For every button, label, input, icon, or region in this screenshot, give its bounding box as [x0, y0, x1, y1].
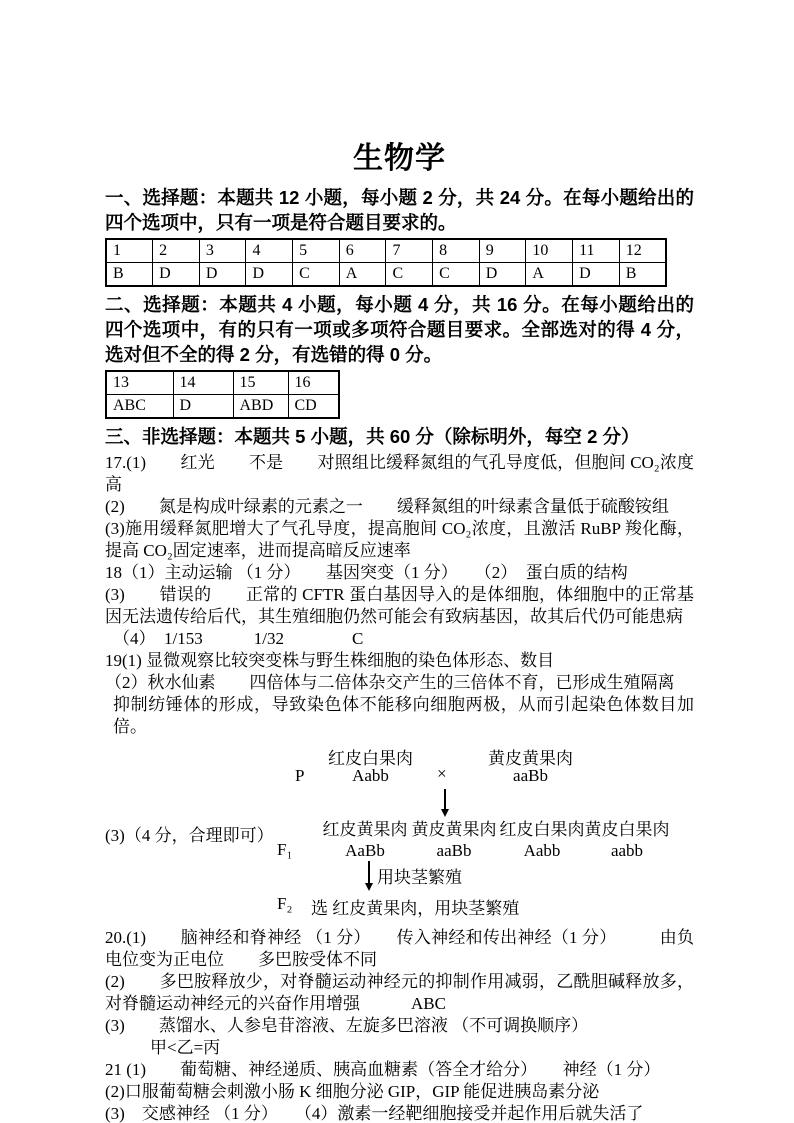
question-number-cell: 4	[246, 239, 293, 263]
question-number-cell: 13	[106, 371, 173, 395]
answer-cell: ABC	[106, 395, 173, 419]
question-number-cell: 1	[106, 239, 153, 263]
answer-cell: B	[106, 263, 153, 287]
answer-cell: D	[199, 263, 246, 287]
parent1-phenotype: 红皮白果肉	[328, 749, 413, 768]
question-number-cell: 11	[573, 239, 620, 263]
answer-line-q21-2: (2)口服葡萄糖会刺激小肠 K 细胞分泌 GIP，GIP 能促进胰岛素分泌	[105, 1082, 600, 1101]
answer-line-q21-1: 21 (1) 葡萄糖、神经递质、胰高血糖素（答全才给分） 神经（1 分）	[105, 1060, 661, 1079]
question-number-cell: 16	[288, 371, 339, 395]
answer-line-q19-2b: 抑制纺锤体的形成，导致染色体不能移向细胞两极，从而引起染色体数目加倍。	[113, 695, 694, 736]
section3-heading: 三、非选择题：本题共 5 小题，共 60 分（除标明外，每空 2 分）	[105, 426, 640, 447]
answer-cell: D	[153, 263, 200, 287]
answer-line-q20-3b: 甲<乙=丙	[150, 1038, 221, 1057]
answer-cell: A	[339, 263, 386, 287]
f2-generation-label: F₂	[277, 894, 293, 913]
propagation-label: 用块茎繁殖	[377, 868, 462, 887]
f1-phenotype: 黄皮白果肉	[584, 820, 670, 839]
answer-line-q17-2: (2) 氮是构成叶绿素的元素之一 缓释氮组的叶绿素含量低于硫酸铵组	[105, 497, 669, 516]
question-number-cell: 7	[386, 239, 433, 263]
q19-part3-note: (3)（4 分，合理即可）	[105, 826, 274, 845]
question-number-cell: 12	[619, 239, 666, 263]
f2-selection-text: 选 红皮黄果肉，用块茎繁殖	[311, 899, 520, 918]
answer-cell: CD	[288, 395, 339, 419]
answer-table-2	[105, 370, 340, 419]
f1-column	[496, 819, 588, 861]
answer-cell: C	[293, 263, 340, 287]
section1-heading: 一、选择题：本题共 12 小题，每小题 2 分，共 24 分。在每小题给出的四个选项中，只有一项是符合题目要求的。	[105, 187, 694, 233]
answer-line-q17-3: (3)施用缓释氮肥增大了气孔导度，提高胞间 CO₂浓度，且激活 RuBP 羧化酶，提高 CO₂固定速率，进而提高暗反应速率	[105, 519, 694, 560]
cross-arrow-down-icon	[444, 789, 446, 813]
f1-genotype: AaBb	[345, 841, 385, 860]
table-row-question-numbers	[106, 371, 339, 395]
question-number-cell: 9	[479, 239, 526, 263]
question-number-cell: 3	[199, 239, 246, 263]
answer-line-q18-4: （4） 1/153 1/32 C	[113, 629, 364, 648]
answer-line-q20-1: 20.(1) 脑神经和脊神经 （1 分） 传入神经和传出神经（1 分） 由负电位变为正电位 多巴胺受体不同	[105, 928, 694, 969]
answer-cell: D	[479, 263, 526, 287]
question-number-cell: 10	[526, 239, 573, 263]
answer-cell: D	[173, 395, 233, 419]
f1-genotype: aabb	[610, 841, 644, 860]
answer-line-q21-3: (3) 交感神经 （1 分） （4）激素一经靶细胞接受并起作用后就失活了	[105, 1104, 644, 1123]
answer-table-1	[105, 238, 667, 287]
answer-cell: ABD	[233, 395, 288, 419]
question-number-cell: 5	[293, 239, 340, 263]
table-row-answers	[106, 263, 666, 287]
answer-line-q17-1: 17.(1) 红光 不是 对照组比缓释氮组的气孔导度低，但胞间 CO₂浓度高	[105, 453, 694, 494]
f1-column	[581, 819, 673, 861]
p-generation-label: P	[295, 766, 305, 785]
f1-phenotype: 红皮白果肉	[499, 820, 585, 839]
f1-column	[319, 819, 411, 861]
question-number-cell: 6	[339, 239, 386, 263]
cross-symbol: ×	[437, 764, 447, 783]
answer-cell: A	[526, 263, 573, 287]
answer-cell: C	[386, 263, 433, 287]
f1-generation-label: F₁	[277, 840, 293, 859]
f1-genotype: aaBb	[436, 841, 472, 860]
parent2-phenotype: 黄皮黄果肉	[488, 749, 573, 768]
table-row-question-numbers	[106, 239, 666, 263]
answer-cell: D	[246, 263, 293, 287]
parent2-genotype: aaBb	[513, 766, 548, 785]
question-number-cell: 14	[173, 371, 233, 395]
f1-phenotype: 黄皮黄果肉	[411, 820, 497, 839]
answer-line-q18-1: 18（1）主动运输 （1 分） 基因突变（1 分） （2） 蛋白质的结构	[105, 563, 628, 582]
answer-cell: C	[433, 263, 480, 287]
answer-cell: B	[619, 263, 666, 287]
section2-heading: 二、选择题：本题共 4 小题，每小题 4 分，共 16 分。在每小题给出的四个选项中，有的只有一项或多项符合题目要求。全部选对的得 4 分，选对但不全的得 2 分，有选错的得 0 分。	[105, 294, 694, 365]
question-number-cell: 15	[233, 371, 288, 395]
f1-phenotype: 红皮黄果肉	[322, 820, 408, 839]
propagation-arrow-down-icon	[368, 861, 370, 887]
answer-line-q19-1: 19(1) 显微观察比较突变株与野生株细胞的染色体形态、数目	[105, 651, 555, 670]
parent1-genotype: Aabb	[352, 766, 389, 785]
answer-line-q20-3: (3) 蒸馏水、人参皂苷溶液、左旋多巴溶液 （不可调换顺序）	[105, 1016, 589, 1035]
answer-line-q18-3: (3) 错误的 正常的 CFTR 蛋白基因导入的是体细胞，体细胞中的正常基因无法遗传给后代，其生殖细胞仍然可能会有致病基因，故其后代仍可能患病	[105, 585, 694, 626]
answer-cell: D	[573, 263, 620, 287]
page-title: 生物学	[353, 142, 446, 175]
answer-line-q19-2: （2）秋水仙素 四倍体与二倍体杂交产生的三倍体不育，已形成生殖隔离	[105, 673, 675, 692]
answer-line-q20-2: (2) 多巴胺释放少，对脊髓运动神经元的抑制作用减弱，乙酰胆碱释放多，对脊髓运动神经元的兴奋作用增强 ABC	[105, 972, 694, 1013]
table-row-answers	[106, 395, 339, 419]
f1-genotype: Aabb	[523, 841, 561, 860]
question-number-cell: 2	[153, 239, 200, 263]
question-number-cell: 8	[433, 239, 480, 263]
f1-column	[408, 819, 500, 861]
genetic-cross-diagram	[105, 741, 694, 919]
